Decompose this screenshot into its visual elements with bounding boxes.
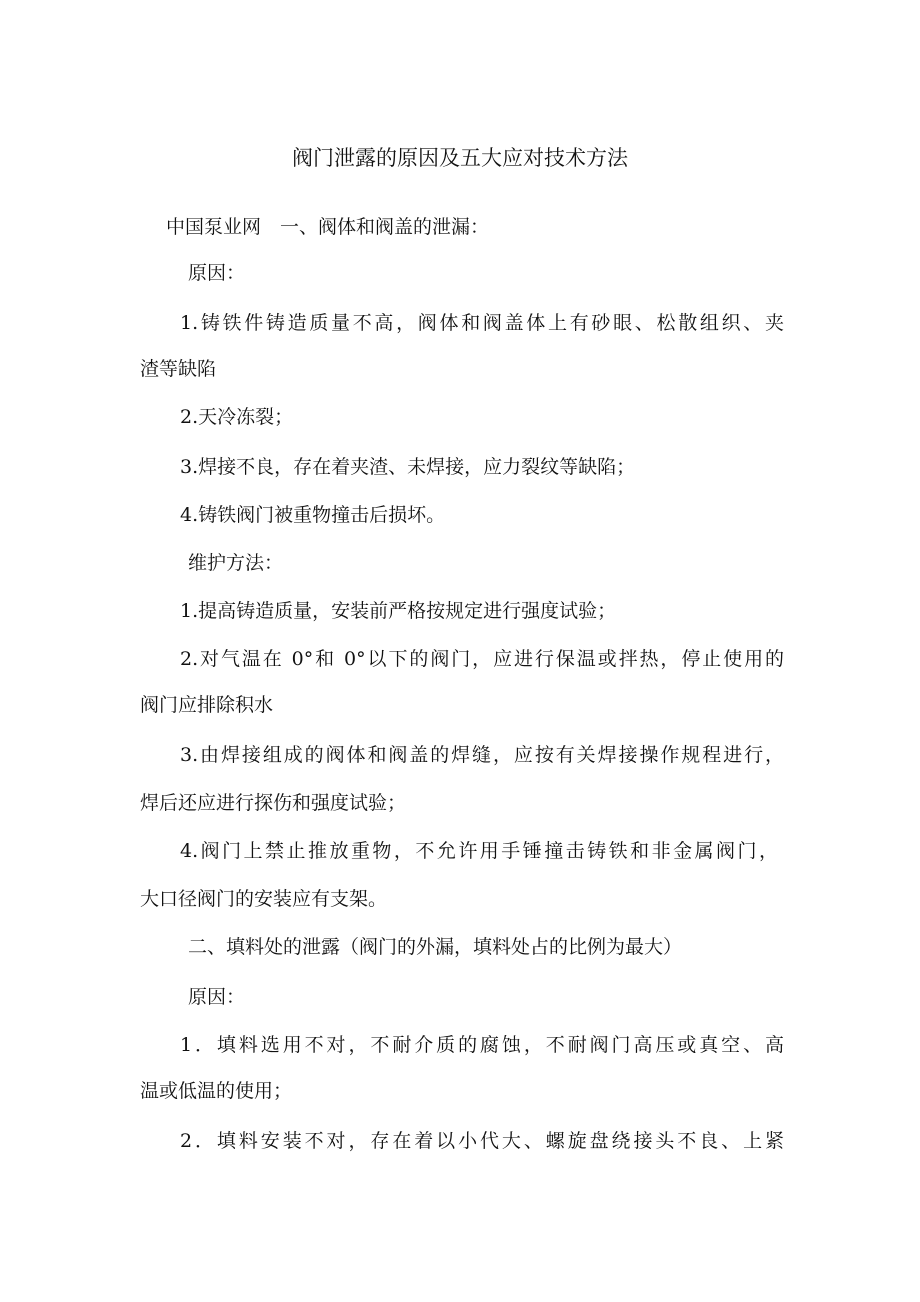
body-line: 3.由焊接组成的阀体和阀盖的焊缝，应按有关焊接操作规程进行， xyxy=(180,744,784,766)
body-line: 渣等缺陷 xyxy=(140,358,217,380)
body-line: 1.铸铁件铸造质量不高，阀体和阀盖体上有砂眼、松散组织、夹 xyxy=(180,312,784,334)
body-line: 温或低温的使用； xyxy=(140,1080,293,1102)
body-line-cause-heading: 原因： xyxy=(188,986,246,1008)
body-line: 2．填料安装不对，存在着以小代大、螺旋盘绕接头不良、上紧 xyxy=(180,1130,784,1152)
body-line-method-heading: 维护方法： xyxy=(188,552,284,574)
body-line-cause-heading: 原因： xyxy=(188,262,246,284)
body-line: 4.阀门上禁止推放重物，不允许用手锤撞击铸铁和非金属阀门， xyxy=(180,840,778,862)
document-title: 阀门泄露的原因及五大应对技术方法 xyxy=(292,146,628,170)
body-line: 4.铸铁阀门被重物撞击后损坏。 xyxy=(180,504,446,526)
body-line: 3.焊接不良，存在着夹渣、未焊接，应力裂纹等缺陷； xyxy=(180,456,636,478)
body-line: 大口径阀门的安装应有支架。 xyxy=(140,888,388,910)
body-line-intro: 中国泵业网 一、阀体和阀盖的泄漏： xyxy=(166,216,490,238)
body-line: 2.对气温在 0°和 0°以下的阀门，应进行保温或拌热，停止使用的 xyxy=(180,648,784,670)
body-line-section-two-heading: 二、填料处的泄露（阀门的外漏，填料处占的比例为最大） xyxy=(188,936,683,958)
body-line: 2.天冷冻裂； xyxy=(180,406,294,428)
body-line: 1．填料选用不对，不耐介质的腐蚀，不耐阀门高压或真空、高 xyxy=(180,1034,784,1056)
body-line: 阀门应排除积水 xyxy=(140,694,274,716)
body-line: 1.提高铸造质量，安装前严格按规定进行强度试验； xyxy=(180,600,617,622)
body-line: 焊后还应进行探伤和强度试验； xyxy=(140,792,407,814)
